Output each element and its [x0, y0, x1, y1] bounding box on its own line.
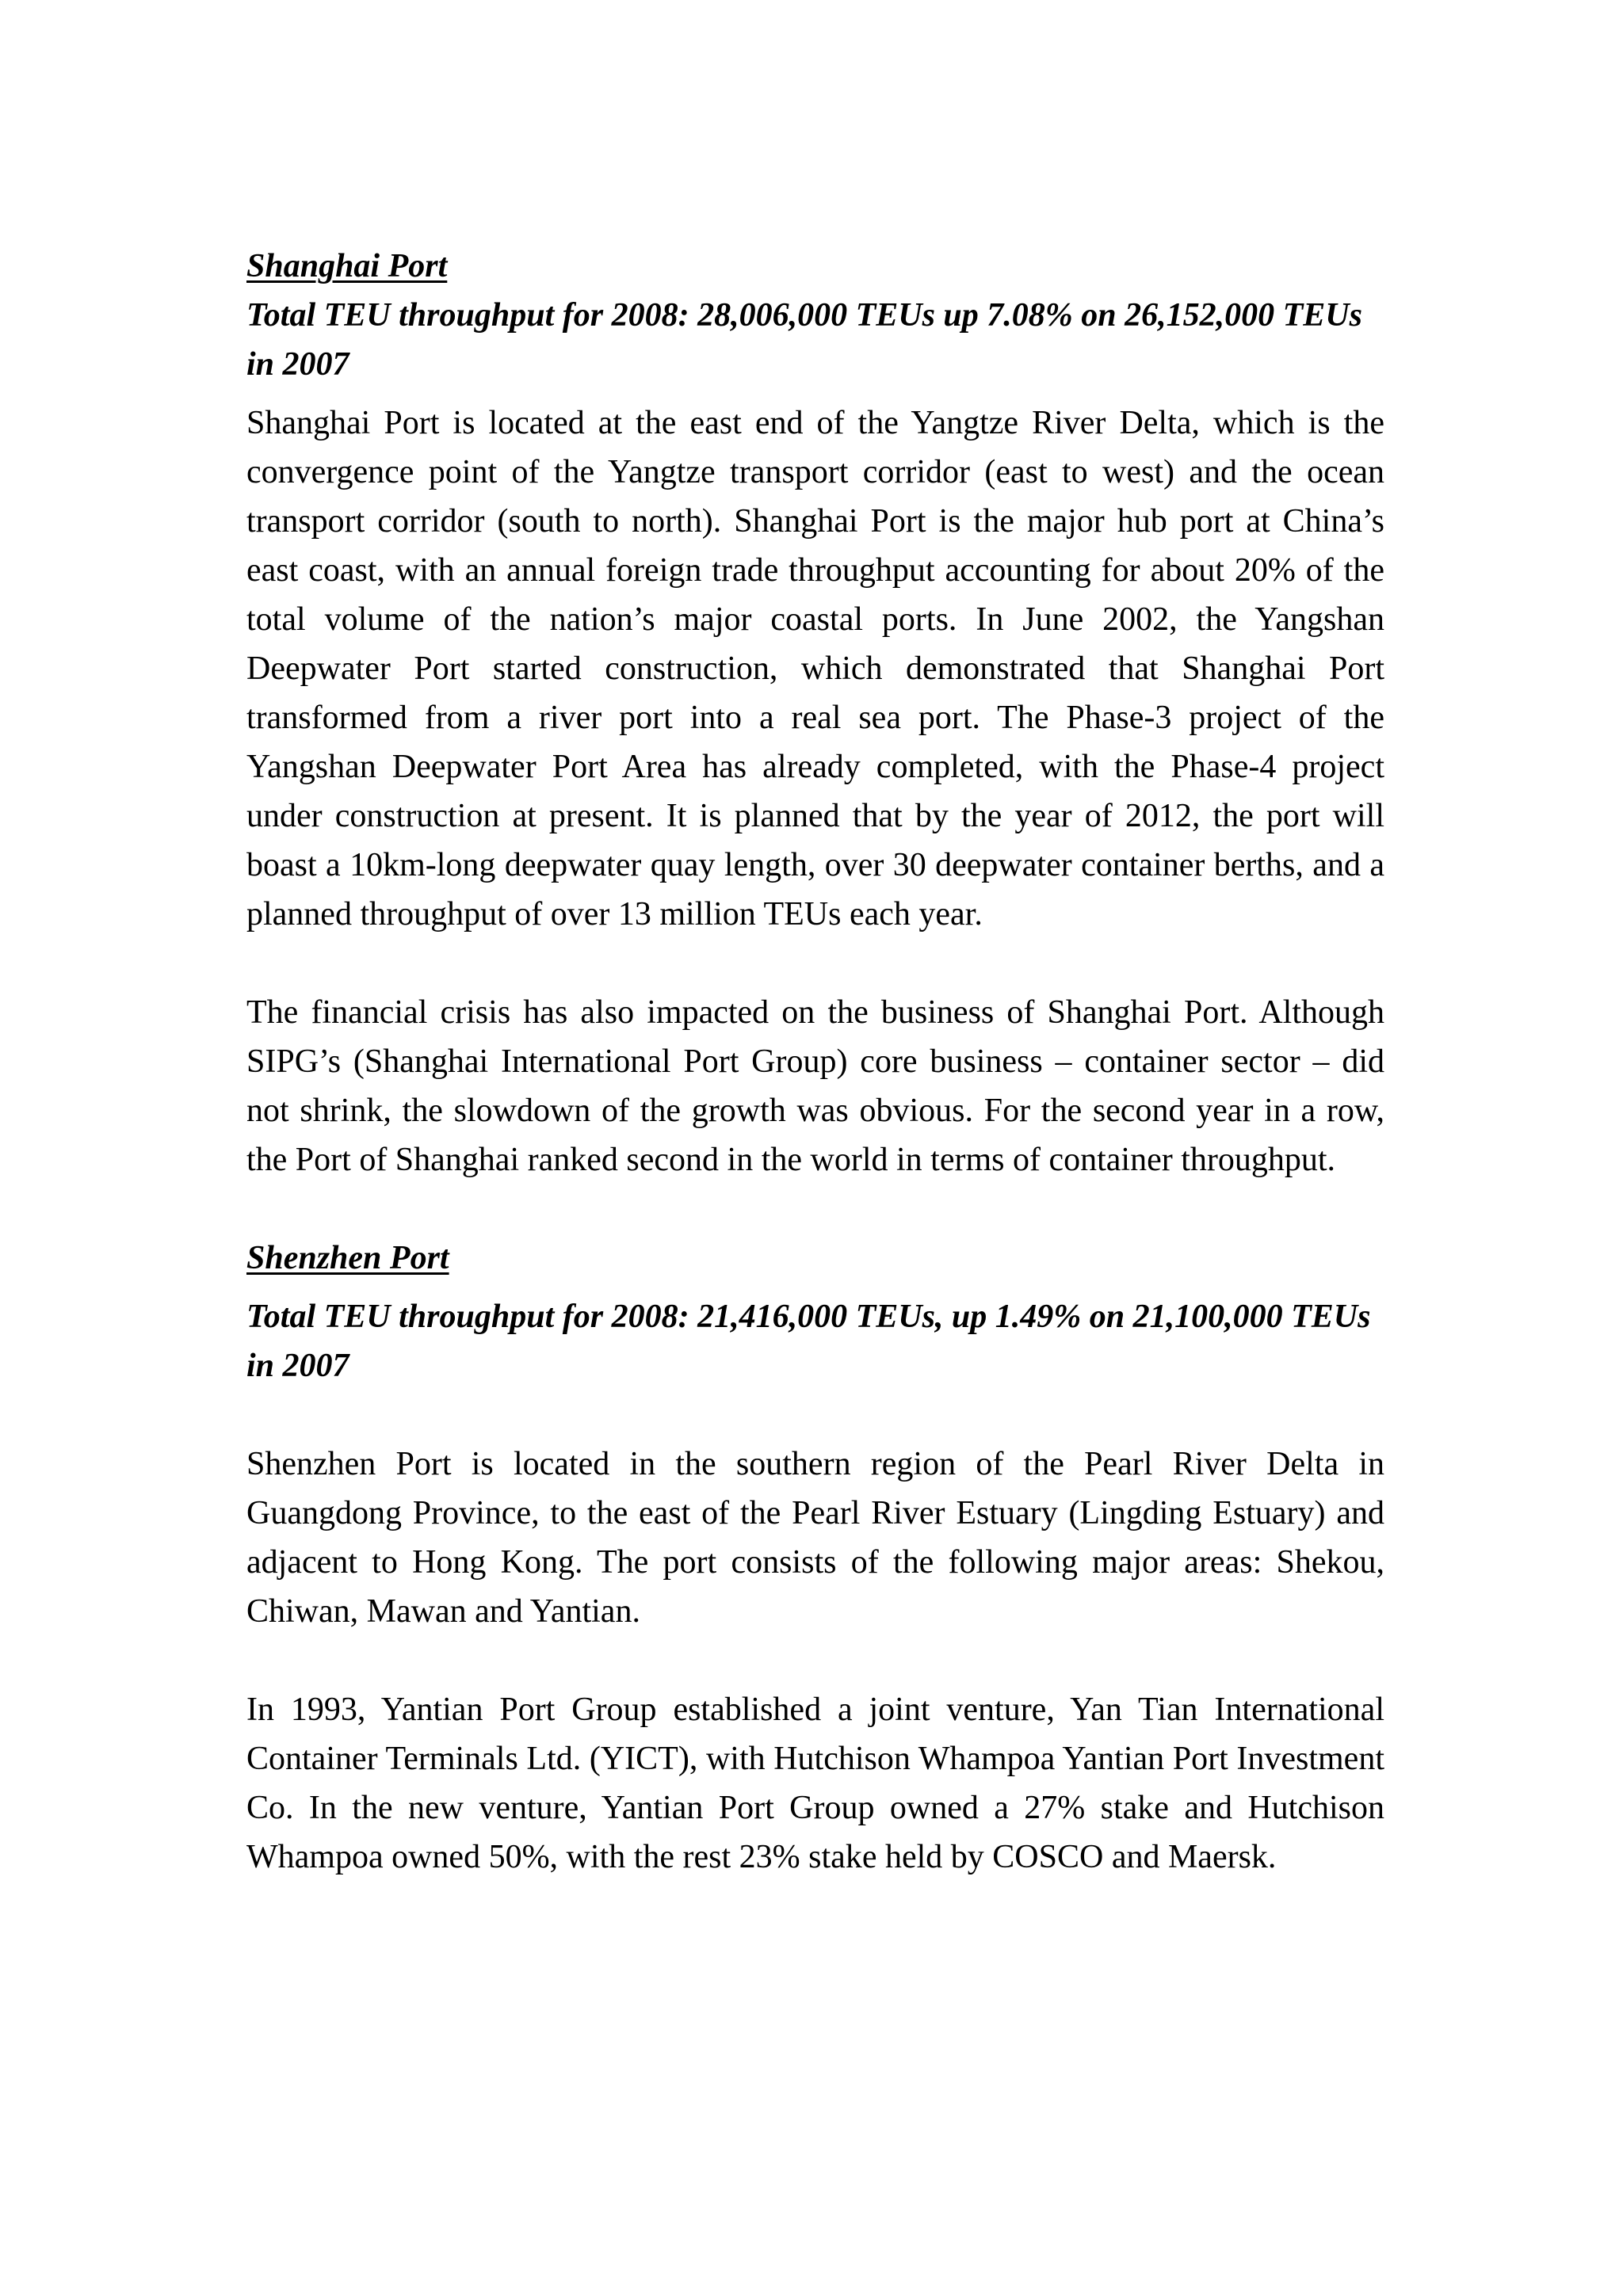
throughput-summary: Total TEU throughput for 2008: 28,006,000 TEUs up 7.08% on 26,152,000 TEUs in 2007 — [246, 297, 1362, 383]
paragraph: In 1993, Yantian Port Group established a joint venture, Yan Tian International Container Terminals Ltd. (YICT), with Hutchison Whampoa Yantian Port Investment Co. In the new venture, Yantian Port Group owned a 27% stake and Hutchison Whampoa owned 50%, with the rest 23% stake held by COSCO and Maersk. — [246, 1691, 1384, 1875]
document-page — [246, 242, 1384, 1882]
section-heading: Shenzhen Port — [246, 1240, 449, 1276]
section-shanghai-port — [246, 242, 1384, 1184]
paragraph: Shanghai Port is located at the east end of the Yangtze River Delta, which is the convergence point of the Yangtze transport corridor (east to west) and the ocean transport corridor (south to north). Shanghai Port is the major hub port at China’s east coast, with an annual foreign trade throughput accounting for about 20% of the total volume of the nation’s major coastal ports. In June 2002, the Yangshan Deepwater Port started construction, which demonstrated that Shanghai Port transformed from a river port into a real sea port. The Phase-3 project of the Yangshan Deepwater Port Area has already completed, with the Phase-4 project under construction at present. It is planned that by the year of 2012, the port will boast a 10km-long deepwater quay length, over 30 deepwater container berths, and a planned throughput of over 13 million TEUs each year. — [246, 405, 1384, 933]
paragraph: The financial crisis has also impacted on the business of Shanghai Port. Although SIPG’s (Shanghai International Port Group) core business – container sector – did not shrink, the slowdown of the growth was obvious. For the second year in a row, the Port of Shanghai ranked second in the world in terms of container throughput. — [246, 994, 1384, 1178]
section-heading: Shanghai Port — [246, 248, 448, 284]
section-shenzhen-port — [246, 1234, 1384, 1882]
throughput-summary: Total TEU throughput for 2008: 21,416,000 TEUs, up 1.49% on 21,100,000 TEUs in 2007 — [246, 1299, 1371, 1384]
paragraph: Shenzhen Port is located in the southern region of the Pearl River Delta in Guangdong Province, to the east of the Pearl River Estuary (Lingding Estuary) and adjacent to Hong Kong. The port consists of the following major areas: Shekou, Chiwan, Mawan and Yantian. — [246, 1446, 1384, 1630]
